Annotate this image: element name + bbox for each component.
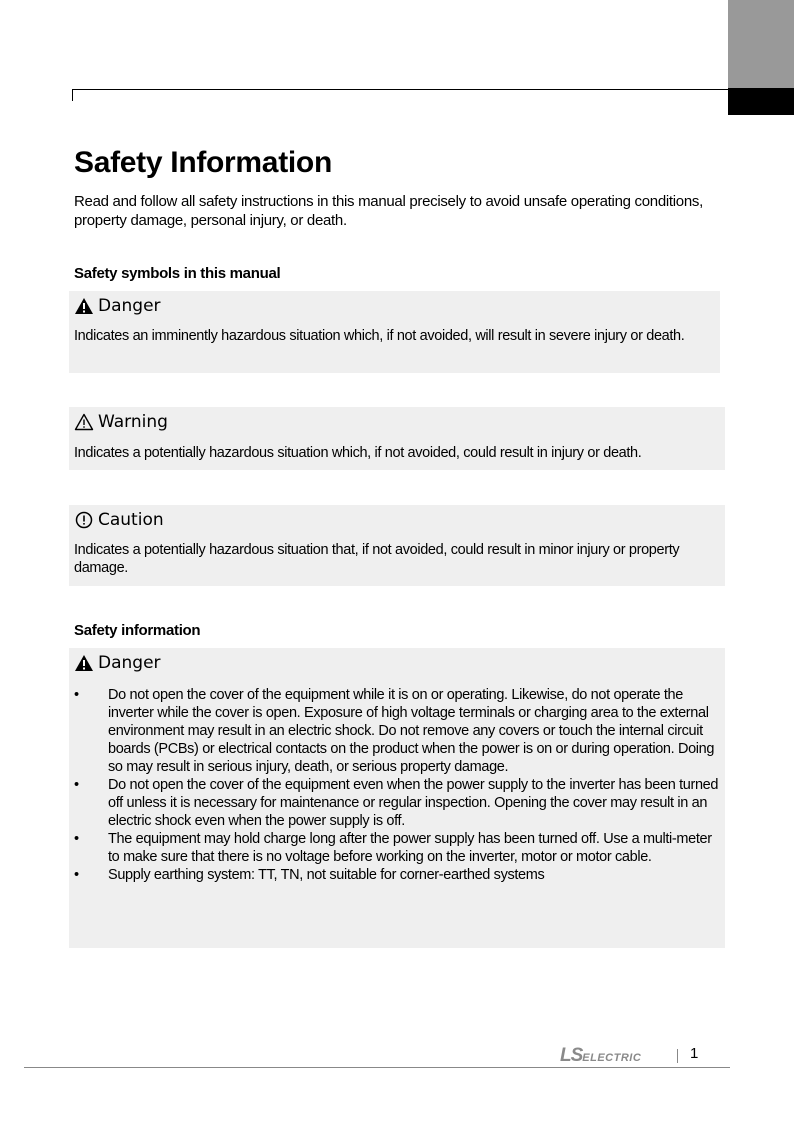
warning-symbol-box: [69, 407, 725, 470]
list-item: [69, 686, 719, 776]
bullet: •: [74, 831, 79, 847]
bullet: •: [74, 777, 79, 793]
page-number: 1: [690, 1045, 699, 1062]
chapter-tab: [728, 0, 794, 88]
header-rule: [72, 89, 728, 90]
warning-icon: [74, 413, 94, 431]
caution-icon: [74, 511, 94, 529]
danger-icon: [74, 297, 94, 315]
danger-description: Indicates an imminently hazardous situation which, if not avoided, will result in severe injury or death.: [74, 328, 685, 344]
warning-description: Indicates a potentially hazardous situation which, if not avoided, could result in injury or death.: [74, 445, 642, 461]
page-title: Safety Information: [74, 146, 332, 179]
header-rule-tick: [72, 89, 73, 101]
list-item-text: Do not open the cover of the equipment even when the power supply to the inverter has been turned off unless it is necessary for maintenance or regular inspection. Opening the cover may result in an electric shock even when the power supply is off.: [108, 777, 719, 829]
symbols-heading: Safety symbols in this manual: [74, 265, 281, 282]
caution-symbol-box: [69, 505, 725, 586]
list-item-text: The equipment may hold charge long after the power supply has been turned off. Use a multi-meter to make sure that there is no voltage before working on the inverter, motor or motor cable.: [108, 831, 712, 865]
list-item: [69, 866, 719, 884]
danger-icon: [74, 654, 94, 672]
list-item-text: Supply earthing system: TT, TN, not suitable for corner-earthed systems: [108, 867, 545, 883]
danger-info-box: [69, 648, 725, 948]
list-item: [69, 830, 719, 866]
safety-list: [69, 686, 719, 884]
bullet: •: [74, 687, 79, 703]
footer-rule: [24, 1067, 730, 1068]
danger-label: Danger: [98, 296, 161, 316]
list-item: [69, 776, 719, 830]
info-heading: Safety information: [74, 622, 201, 639]
bullet: •: [74, 867, 79, 883]
list-item-text: Do not open the cover of the equipment while it is on or operating. Likewise, do not operate the inverter while the cover is open. Exposure of high voltage terminals or charging area to the external environment may result in an electric shock. Do not remove any covers or touch the internal circuit boards (PCBs) or electrical contacts on the product when the power is on or during operation. Doing so may result in serious injury, death, or serious property damage.: [108, 687, 715, 775]
chapter-tab-marker: [728, 88, 794, 115]
caution-label: Caution: [98, 510, 164, 530]
danger-symbol-box: [69, 291, 720, 373]
ls-electric-logo: LSELECTRIC: [560, 1045, 642, 1066]
warning-label: Warning: [98, 412, 168, 432]
caution-description: Indicates a potentially hazardous situation that, if not avoided, could result in minor injury or property damage.: [74, 542, 680, 576]
danger-label: Danger: [98, 653, 161, 673]
footer-separator: [677, 1049, 678, 1063]
intro-text: Read and follow all safety instructions in this manual precisely to avoid unsafe operating conditions, property damage, personal injury, or death.: [74, 193, 703, 229]
